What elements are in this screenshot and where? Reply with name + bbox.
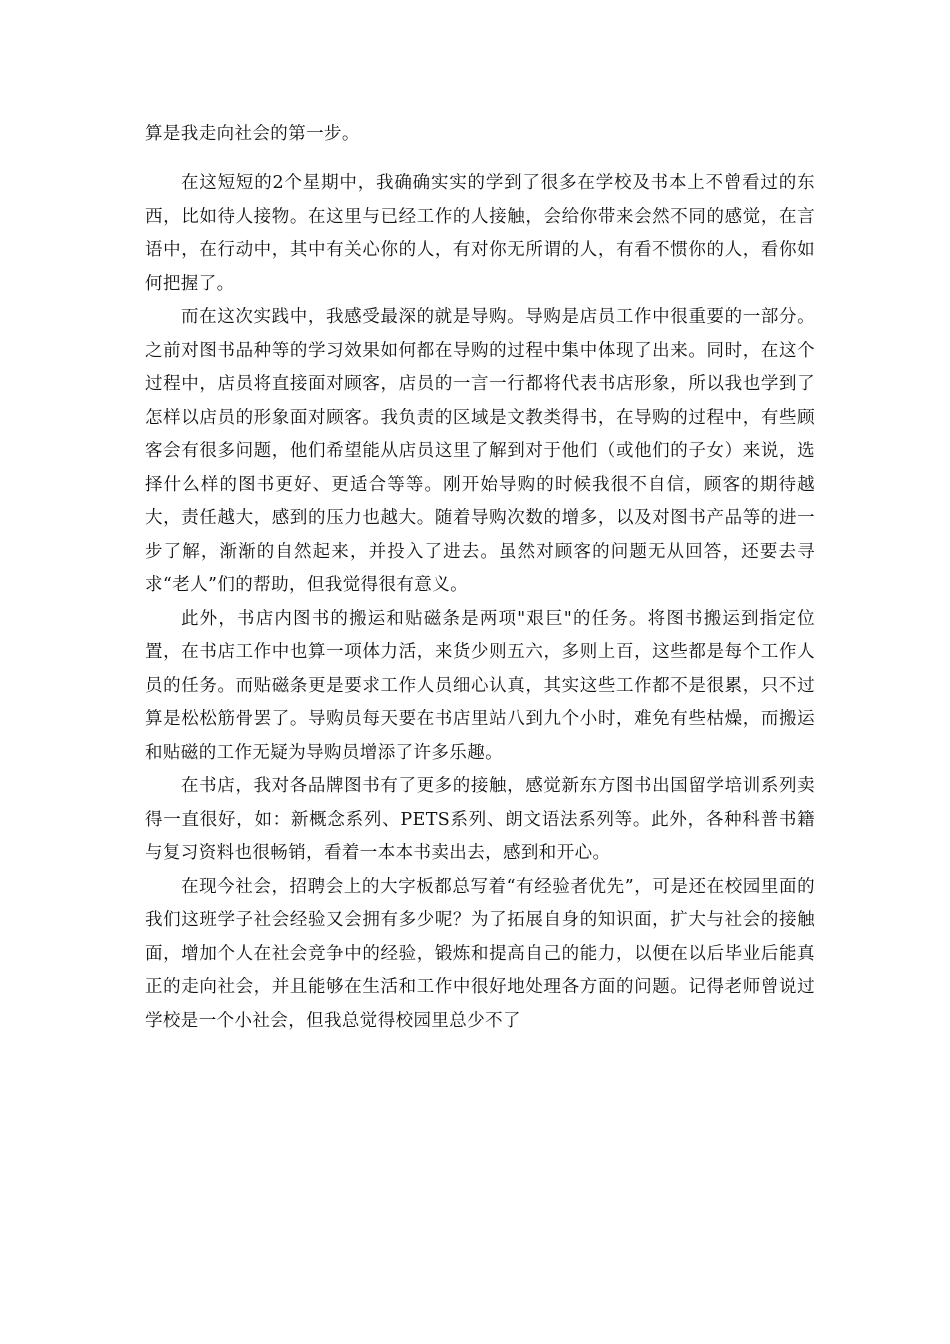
paragraph-two-weeks: 在这短短的2个星期中，我确确实实的学到了很多在学校及书本上不曾看过的东西，比如待人接物。在这里与已经工作的人接触，会给你带来会然不同的感觉，在言语中，在行动中，其中有关心你的人，有对你无所谓的人，有看不惯你的人，看你如何把握了。 <box>145 173 815 294</box>
paragraph-shopping-guide: 而在这次实践中，我感受最深的就是导购。导购是店员工作中很重要的一部分。之前对图书品种等的学习效果如何都在导购的过程中集中体现了出来。同时，在这个过程中，店员将直接面对顾客，店员的一言一行都将代表书店形象，所以我也学到了怎样以店员的形象面对顾客。我负责的区域是文教类得书，在导购的过程中，有些顾客会有很多问题，他们希望能从店员这里了解到对于他们（或他们的子女）来说，选择什么样的图书更好、更适合等等。刚开始导购的时候我很不自信，顾客的期待越大，责任越大，感到的压力也越大。随着导购次数的增多，以及对图书产品等的进一步了解，渐渐的自然起来，并投入了进去。虽然对顾客的问题无从回答，还要去寻求“老人”们的帮助，但我觉得很有意义。 <box>145 307 815 595</box>
paragraph-book-brands: 在书店，我对各品牌图书有了更多的接触，感觉新东方图书出国留学培训系列卖得一直很好，如：新概念系列、PETS系列、朗文语法系列等。此外，各种科普书籍与复习资料也很畅销，看着一本本书卖出去，感到和开心。 <box>145 776 815 863</box>
paragraph-continuation: 算是我走向社会的第一步。 <box>145 124 360 144</box>
paragraph-social-experience: 在现今社会，招聘会上的大字板都总写着“有经验者优先”，可是还在校园里面的我们这班学子社会经验又会拥有多少呢？为了拓展自身的知识面，扩大与社会的接触面，增加个人在社会竞争中的经验，锻炼和提高自己的能力，以便在以后毕业后能真正的走向社会，并且能够在生活和工作中很好地处理各方面的问题。记得老师曾说过学校是一个小社会，但我总觉得校园里总少不了 <box>145 876 815 1031</box>
document-body-top <box>145 118 815 152</box>
paragraph-handling-books: 此外，书店内图书的搬运和贴磁条是两项"艰巨"的任务。将图书搬运到指定位置，在书店工作中也算一项体力活，来货少则五六，多则上百，这些都是每个工作人员的任务。而贴磁条更是要求工作人员细心认真，其实这些工作都不是很累，只不过算是松松筋骨罢了。导购员每天要在书店里站八到九个小时，难免有些枯燥，而搬运和贴磁的工作无疑为导购员增添了许多乐趣。 <box>145 608 815 763</box>
document-body-main <box>145 167 815 1038</box>
